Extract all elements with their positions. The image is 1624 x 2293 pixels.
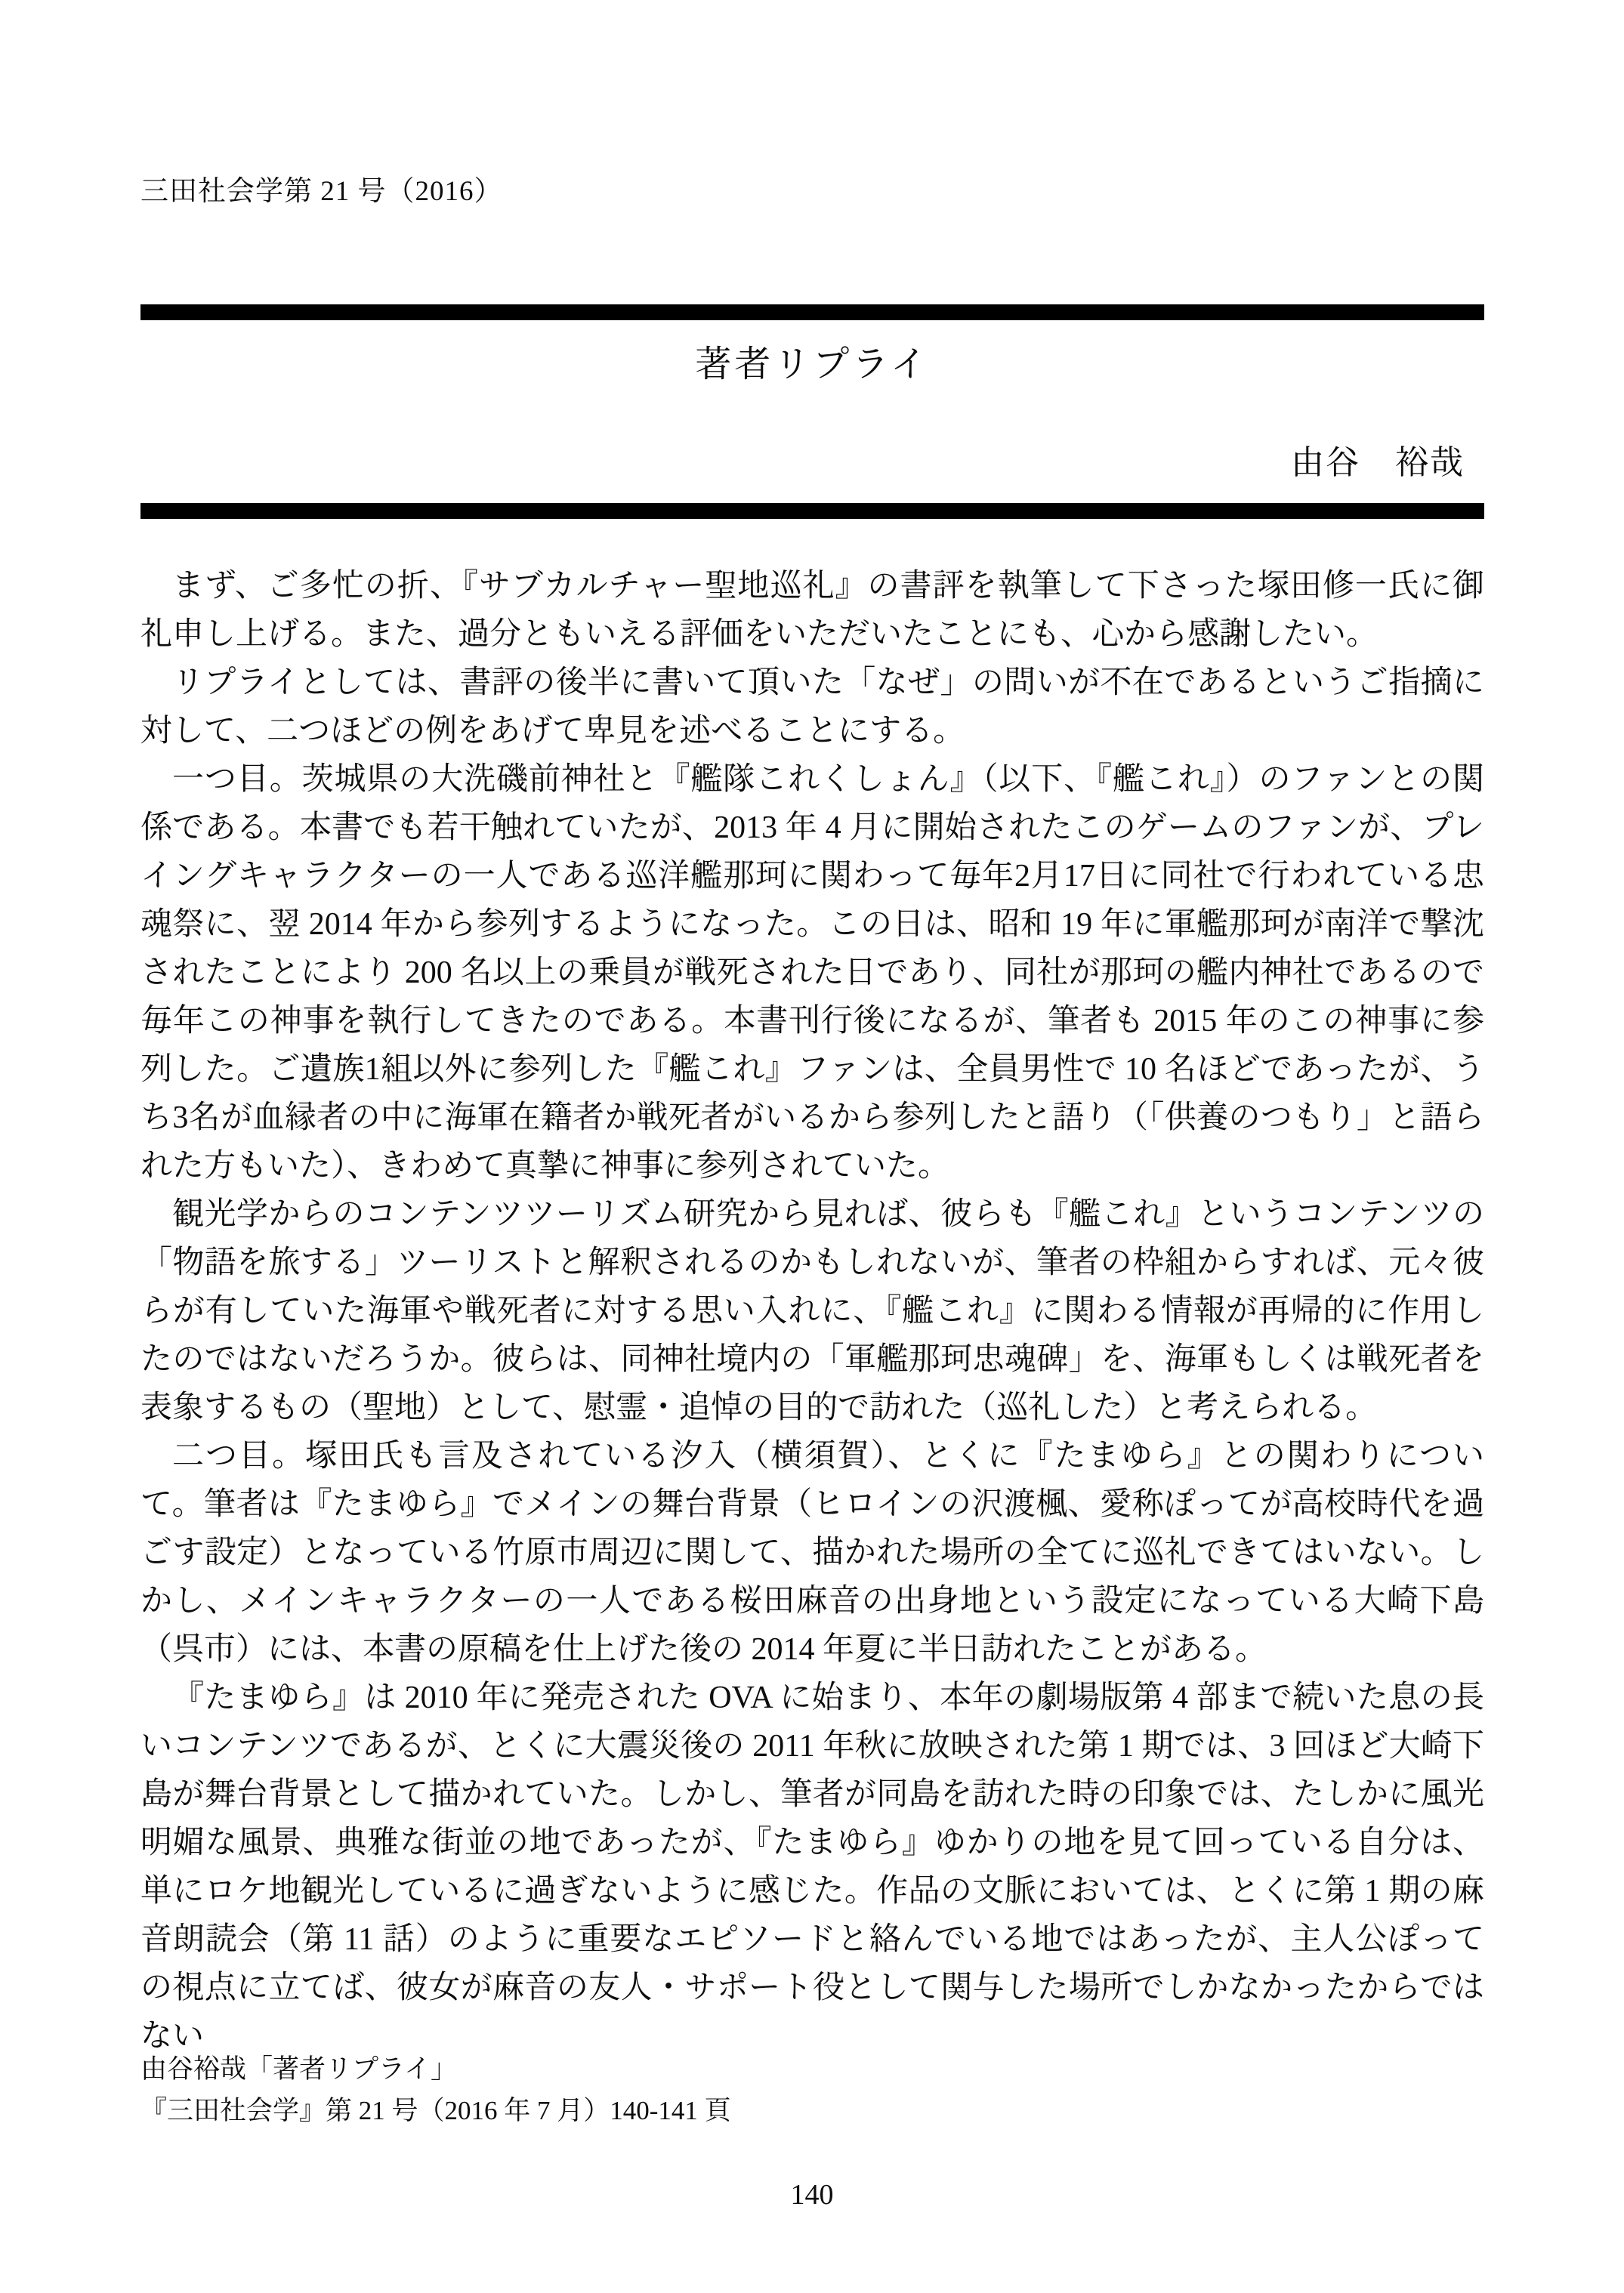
- citation-note: [140, 2048, 731, 2131]
- citation-line-2: 『三田社会学』第 21 号（2016 年 7 月）140-141 頁: [140, 2096, 731, 2125]
- paragraph-3: 一つ目。茨城県の大洗磯前神社と『艦隊これくしょん』（以下、『艦これ』）のファンとの関係である。本書でも若干触れていたが、2013 年 4 月に開始されたこのゲームのファンが、プレイングキャラクターの一人である巡洋艦那珂に関わって毎年2月17日に同社で行われている忠魂祭に、翌 2014 年から参列するようになった。この日は、昭和 19 年に軍艦那珂が南洋で撃沈されたことにより 200 名以上の乗員が戦死された日であり、同社が那珂の艦内神社であるので毎年この神事を執行してきたのである。本書刊行後になるが、筆者も 2015 年のこの神事に参列した。ご遺族1組以外に参列した『艦これ』ファンは、全員男性で 10 名ほどであったが、うち3名が血縁者の中に海軍在籍者か戦死者がいるから参列したと語り（「供養のつもり」と語られた方もいた）、きわめて真摯に神事に参列されていた。: [140, 762, 1484, 1184]
- author-name-text: 由谷 裕哉: [1291, 444, 1465, 481]
- author-name: [140, 435, 1484, 483]
- title-rule-top: [140, 304, 1484, 320]
- paragraph-1: まず、ご多忙の折、『サブカルチャー聖地巡礼』の書評を執筆して下さった塚田修一氏に御礼申し上げる。また、過分ともいえる評価をいただいたことにも、心から感謝したい。: [140, 569, 1484, 652]
- title-rule-bottom: [140, 503, 1484, 519]
- running-head: 三田社会学第 21 号（2016）: [140, 176, 503, 207]
- paragraph-6: 『たまゆら』は 2010 年に発売された OVA に始まり、本年の劇場版第 4 部まで続いた息の長いコンテンツであるが、とくに大震災後の 2011 年秋に放映された第 1 期では、3 回ほど大崎下島が舞台背景として描かれていた。しかし、筆者が同島を訪れた時の印象では、たしかに風光明媚な風景、典雅な街並の地であったが、『たまゆら』ゆかりの地を見て回っている自分は、単にロケ地観光しているに過ぎないように感じた。作品の文脈においては、とくに第 1 期の麻音朗読会（第 11 話）のように重要なエピソードと絡んでいる地ではあったが、主人公ぽっての視点に立てば、彼女が麻音の友人・サポート役として関与した場所でしかなかったからではない: [140, 1680, 1484, 2054]
- page-number: 140: [790, 2179, 834, 2211]
- article-title: 著者リプライ: [695, 344, 930, 384]
- paragraph-2: リプライとしては、書評の後半に書いて頂いた「なぜ」の問いが不在であるというご指摘に対して、二つほどの例をあげて卑見を述べることにする。: [140, 665, 1484, 748]
- paragraph-5: 二つ目。塚田氏も言及されている汐入（横須賀）、とくに『たまゆら』との関わりについて。筆者は『たまゆら』でメインの舞台背景（ヒロインの沢渡楓、愛称ぽってが高校時代を過ごす設定）となっている竹原市周辺に関して、描かれた場所の全てに巡礼できてはいない。しかし、メインキャラクターの一人である桜田麻音の出身地という設定になっている大崎下島（呉市）には、本書の原稿を仕上げた後の 2014 年夏に半日訪れたことがある。: [140, 1439, 1484, 1667]
- paragraph-4: 観光学からのコンテンツツーリズム研究から見れば、彼らも『艦これ』というコンテンツの「物語を旅する」ツーリストと解釈されるのかもしれないが、筆者の枠組からすれば、元々彼らが有していた海軍や戦死者に対する思い入れに、『艦これ』に関わる情報が再帰的に作用したのではないだろうか。彼らは、同神社境内の「軍艦那珂忠魂碑」を、海軍もしくは戦死者を表象するもの（聖地）として、慰霊・追悼の目的で訪れた（巡礼した）と考えられる。: [140, 1197, 1484, 1425]
- article-body: [140, 562, 1484, 2060]
- citation-line-1: 由谷裕哉「著者リプライ」: [140, 2054, 457, 2084]
